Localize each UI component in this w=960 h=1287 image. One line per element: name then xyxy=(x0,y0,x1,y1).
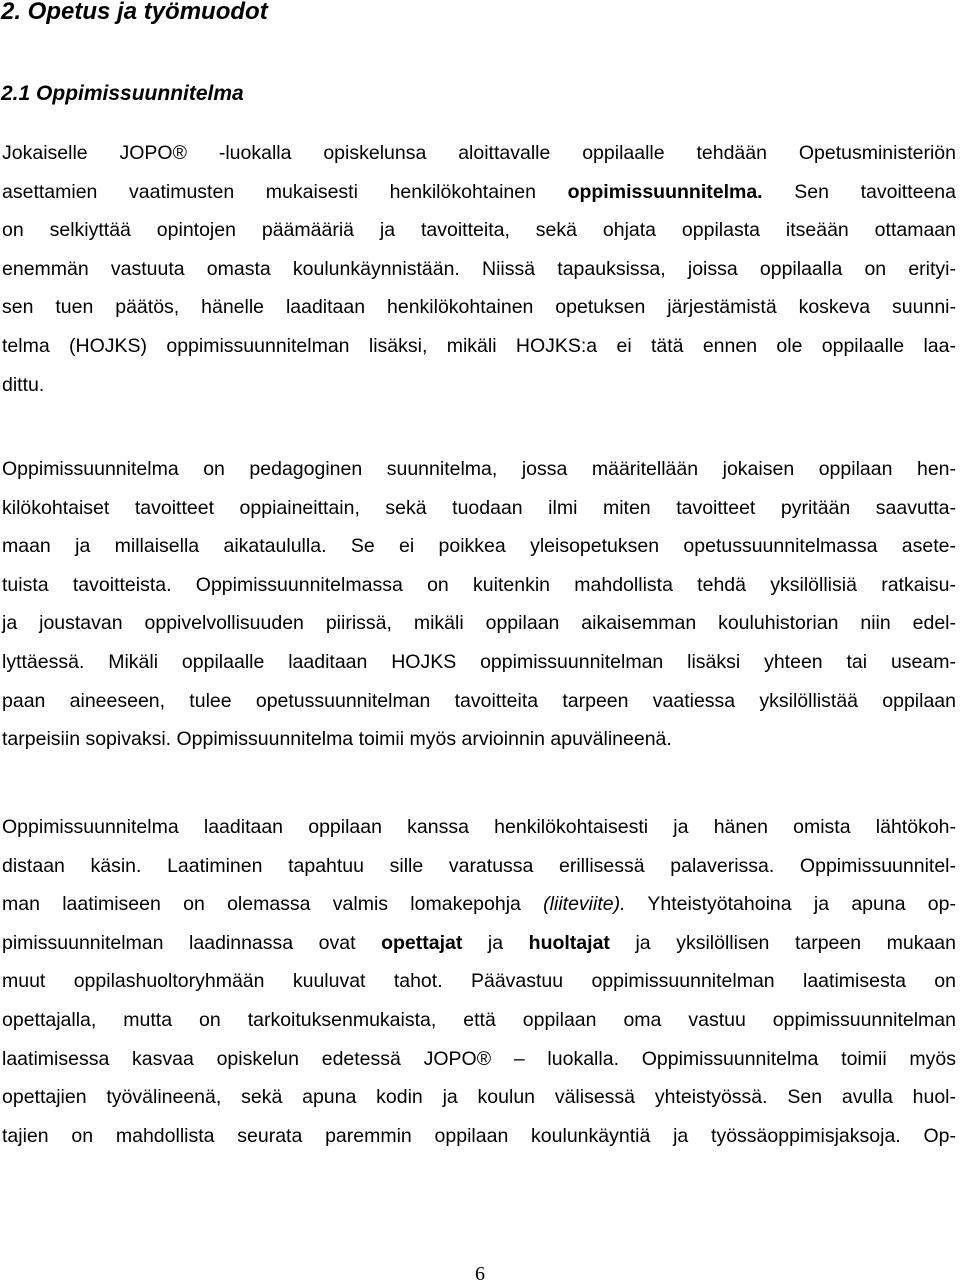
paragraph-1-line: Jokaiselle JOPO® -luokalla opiskelunsa aloittavalle oppilaalle tehdään Opetusministeriön xyxy=(2,142,956,164)
paragraph-3 xyxy=(2,808,956,1155)
paragraph-2-line: maan ja millaisella aikataululla. Se ei poikkea yleisopetuksen opetussuunnitelmassa asete- xyxy=(2,535,956,558)
paragraph-3-line: distaan käsin. Laatiminen tapahtuu sille varatussa erillisessä palaverissa. Oppimissuunnitel- xyxy=(2,854,956,877)
text-run: ja xyxy=(462,931,529,954)
text-run: Yhteistyötahoina ja apuna op- xyxy=(625,893,956,916)
paragraph-3-line: Oppimissuunnitelma laaditaan oppilaan kanssa henkilökohtaisesti ja hänen omista lähtökoh- xyxy=(2,816,956,838)
paragraph-3-line: muut oppilashuoltoryhmään kuuluvat tahot. Päävastuu oppimissuunnitelman laatimisesta on xyxy=(2,970,956,993)
paragraph-2-line: Oppimissuunnitelma on pedagoginen suunnitelma, jossa määritellään jokaisen oppilaan hen- xyxy=(2,458,956,480)
paragraph-3-line: opettajien työvälineenä, sekä apuna kodin ja koulun välisessä yhteistyössä. Sen avulla huol- xyxy=(2,1086,956,1109)
paragraph-2-line: ja joustavan oppivelvollisuuden piirissä, mikäli oppilaan aikaisemman kouluhistorian niin edel- xyxy=(2,612,956,635)
paragraph-1-line: enemmän vastuuta omasta koulunkäynnistään. Niissä tapauksissa, joissa oppilaalla on erityi- xyxy=(2,257,956,280)
paragraph-1-line xyxy=(2,173,956,212)
paragraph-2-line: tuista tavoitteista. Oppimissuunnitelmassa on kuitenkin mahdollista tehdä yksilöllisiä ratkaisu- xyxy=(2,573,956,596)
text-run: Sen tavoitteena xyxy=(762,180,956,203)
italic-reference: (liiteviite). xyxy=(543,893,626,916)
paragraph-1 xyxy=(2,134,956,404)
text-run: ja yksilöllisen tarpeen mukaan xyxy=(609,931,957,954)
bold-term: huoltajat xyxy=(528,931,610,954)
paragraph-3-line: laatimisessa kasvaa opiskelun edetessä JOPO® – luokalla. Oppimissuunnitelma toimii myös xyxy=(2,1047,956,1070)
bold-term: oppimissuunnitelma. xyxy=(567,180,763,203)
paragraph-1-line: sen tuen päätös, hänelle laaditaan henkilökohtainen opetuksen järjestämistä koskeva suunni- xyxy=(2,296,956,319)
page-number: 6 xyxy=(475,1263,485,1285)
section-heading: 2. Opetus ja työmuodot xyxy=(1,0,268,25)
paragraph-3-line xyxy=(2,885,956,924)
paragraph-3-line: tajien on mahdollista seurata paremmin oppilaan koulunkäyntiä ja työssäoppimisjaksoja. Op- xyxy=(2,1124,956,1147)
paragraph-1-line: on selkiyttää opintojen päämääriä ja tavoitteita, sekä ohjata oppilasta itseään ottamaan xyxy=(2,219,956,242)
paragraph-2-line: tarpeisiin sopivaksi. Oppimissuunnitelma toimii myös arvioinnin apuvälineenä. xyxy=(2,728,672,751)
paragraph-1-line: telma (HOJKS) oppimissuunnitelman lisäksi, mikäli HOJKS:a ei tätä ennen ole oppilaalle laa- xyxy=(2,334,956,357)
paragraph-2-line: paan aineeseen, tulee opetussuunnitelman tavoitteita tarpeen vaatiessa yksilöllistää oppilaan xyxy=(2,689,956,712)
paragraph-2 xyxy=(2,450,956,759)
paragraph-1-line: dittu. xyxy=(2,373,45,396)
bold-term: opettajat xyxy=(381,931,463,954)
text-run: pimissuunnitelman laadinnassa ovat xyxy=(2,931,382,954)
text-run: asettamien vaatimusten mukaisesti henkilökohtainen xyxy=(2,180,568,203)
subsection-heading: 2.1 Oppimissuunnitelma xyxy=(1,82,244,105)
paragraph-3-line: opettajalla, mutta on tarkoituksenmukaista, että oppilaan oma vastuu oppimissuunnitelman xyxy=(2,1008,956,1031)
text-run: man laatimiseen on olemassa valmis lomakepohja xyxy=(2,893,544,916)
paragraph-2-line: lyttäessä. Mikäli oppilaalle laaditaan HOJKS oppimissuunnitelman lisäksi yhteen tai useam- xyxy=(2,650,956,673)
paragraph-3-line xyxy=(2,924,956,963)
paragraph-2-line: kilökohtaiset tavoitteet oppiaineittain, sekä tuodaan ilmi miten tavoitteet pyritään saavutta- xyxy=(2,496,956,519)
